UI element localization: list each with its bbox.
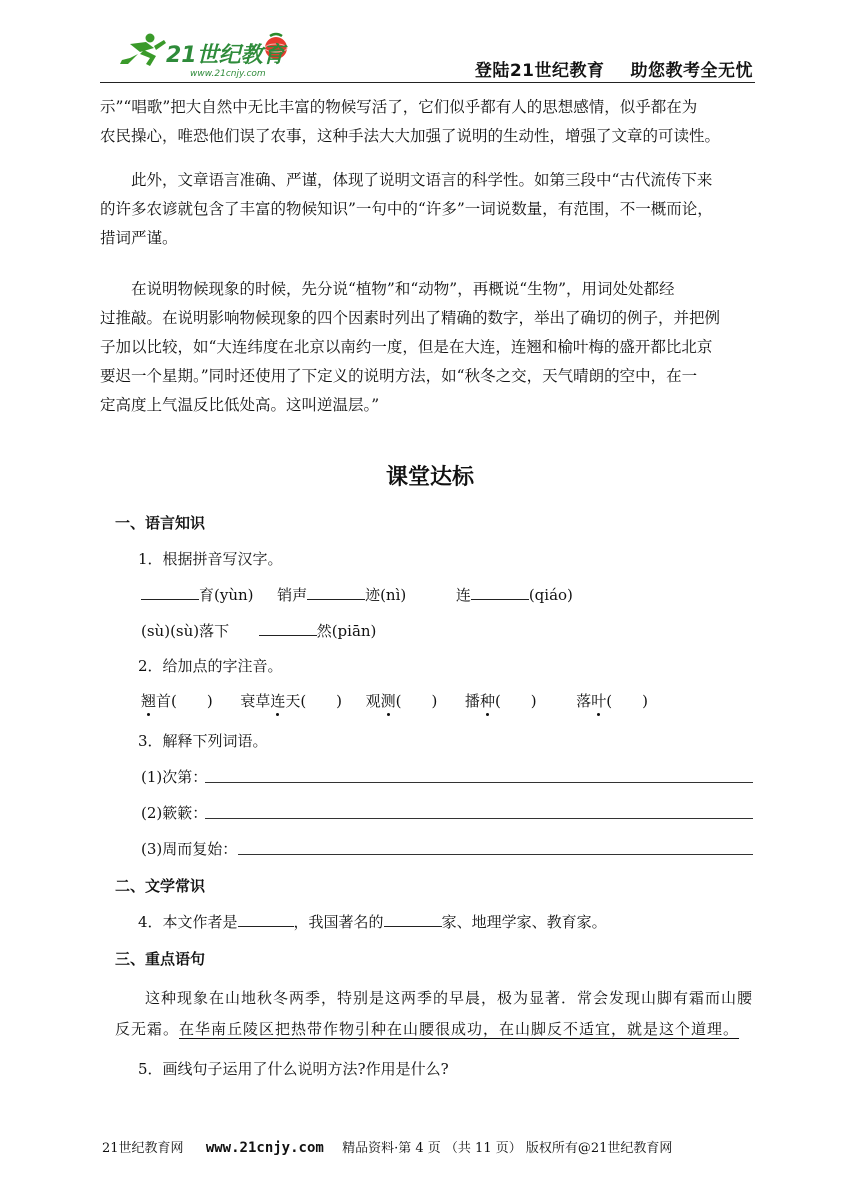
reading-line-2 [115, 1014, 755, 1045]
q3-item-2: (2)簌簌： [141, 804, 208, 822]
answer-blank[interactable] [238, 912, 294, 927]
paragraph-1 [100, 93, 755, 151]
q2-items [141, 690, 648, 711]
paragraph-2 [100, 166, 755, 253]
answer-line[interactable] [205, 818, 753, 819]
q2-item-rest: ( ) [606, 692, 648, 710]
q3-item-3: (3)周而复始： [141, 840, 238, 858]
text-line: 在说明物候现象的时候，先分说“植物”和“动物”，再概说“生物”，用词处处都经 [131, 280, 675, 298]
dotted-char: 连 [270, 692, 286, 710]
answer-blank[interactable] [471, 585, 529, 600]
question-3: 3．解释下列词语。 [138, 732, 268, 750]
q1-item-d: (sù)(sù)落下 [141, 622, 230, 640]
q2-item [576, 692, 648, 710]
q2-item [366, 692, 438, 710]
q1-item-c: (qiáo) [528, 586, 573, 604]
q4-text-c: 家、地理学家、教育家。 [441, 913, 607, 931]
reading-line-1: 这种现象在山地秋冬两季，特别是这两季的早晨，极为显著．常会发现山脚有霜而山腰 [145, 989, 754, 1007]
q2-item-rest: 首( ) [156, 692, 213, 710]
page-header [100, 30, 755, 83]
logo-url: www.21cnjy.com [190, 69, 266, 79]
text-line: 此外，文章语言准确、严谨，体现了说明文语言的科学性。如第三段中“古代流传下来 [131, 171, 713, 189]
site-logo [110, 30, 310, 80]
q2-item-rest: ( ) [494, 692, 537, 710]
dotted-char: 叶 [591, 692, 607, 710]
dotted-char: 翘 [141, 692, 157, 710]
question-4 [138, 911, 607, 932]
answer-line[interactable] [238, 854, 753, 855]
q2-item-pre: 观 [365, 692, 381, 710]
q2-item-pre: 落 [576, 692, 592, 710]
q1-item-c-prefix: 连 [455, 586, 471, 604]
q2-item [240, 692, 342, 710]
text-line: 农民操心，唯恐他们误了农事，这种手法大大加强了说明的生动性，增强了文章的可读性。 [100, 127, 721, 145]
header-slogan-2: 助您教考全无忧 [630, 61, 753, 81]
q2-item [465, 692, 537, 710]
answer-line[interactable] [205, 782, 753, 783]
underlined-sentence: 在华南丘陵区把热带作物引种在山腰很成功，在山脚反不适宜，就是这个道理。 [179, 1020, 740, 1038]
page-footer [102, 1137, 672, 1156]
footer-info: 精品资料·第 4 页 （共 11 页） 版权所有@21世纪教育网 [342, 1141, 673, 1156]
header-slogan [475, 56, 753, 81]
answer-blank[interactable] [384, 912, 442, 927]
q1-row-1 [141, 584, 573, 605]
reading-passage [115, 983, 755, 1045]
q1-item-a: 育(yùn) [199, 586, 254, 604]
footer-url: www.21cnjy.com [205, 1140, 324, 1156]
text-line: 示”“唱歌”把大自然中无比丰富的物候写活了，它们似乎都有人的思想感情，似乎都在为 [100, 98, 698, 116]
q2-item [141, 692, 213, 710]
q3-item-1: (1)次第： [141, 768, 208, 786]
q2-item-rest: 天( ) [285, 692, 343, 710]
section-heading-key-sentences: 三、重点语句 [115, 950, 206, 968]
question-2: 2．给加点的字注音。 [138, 657, 283, 675]
text-line: 的许多农谚就包含了丰富的物候知识”一句中的“许多”一词说数量，有范围，不一概而论， [100, 200, 713, 218]
answer-blank[interactable] [307, 585, 365, 600]
q2-item-pre: 衰草 [240, 692, 271, 710]
dotted-char: 种 [479, 692, 495, 710]
question-5: 5．画线句子运用了什么说明方法?作用是什么? [138, 1060, 449, 1078]
q2-item-pre: 播 [464, 692, 480, 710]
paragraph-3 [100, 275, 755, 420]
logo-text: 21世纪教育 [166, 43, 285, 68]
q2-item-rest: ( ) [395, 692, 438, 710]
section-heading-language: 一、语言知识 [115, 514, 206, 532]
q1-item-e: 然(piān) [316, 622, 377, 640]
text-line: 定高度上气温反比低处高。这叫逆温层。” [100, 396, 380, 414]
section-heading-literature: 二、文学常识 [115, 877, 206, 895]
answer-blank[interactable] [141, 585, 199, 600]
dotted-char: 测 [380, 692, 396, 710]
runner-icon [120, 34, 166, 67]
text-line: 子加以比较，如“大连纬度在北京以南约一度，但是在大连，连翘和榆叶梅的盛开都比北京 [100, 338, 713, 356]
header-slogan-1: 登陆21世纪教育 [474, 61, 605, 81]
text-line: 要迟一个星期。”同时还使用了下定义的说明方法，如“秋冬之交，天气晴朗的空中，在一 [100, 367, 698, 385]
reading-plain: 反无霜。 [115, 1020, 180, 1038]
q4-text-a: 4．本文作者是 [138, 913, 238, 931]
q4-text-b: ，我国著名的 [293, 913, 384, 931]
q1-row-2 [141, 620, 376, 641]
answer-blank[interactable] [259, 621, 317, 636]
question-1: 1．根据拼音写汉字。 [138, 550, 283, 568]
section-title: 课堂达标 [385, 465, 474, 490]
footer-site: 21世纪教育网 [102, 1141, 184, 1156]
text-line: 措词严谨。 [100, 229, 178, 247]
text-line: 过推敲。在说明影响物候现象的四个因素时列出了精确的数字，举出了确切的例子，并把例 [100, 309, 721, 327]
q1-item-b: 迹(nì) [365, 586, 407, 604]
q1-item-b-prefix: 销声 [277, 586, 308, 604]
